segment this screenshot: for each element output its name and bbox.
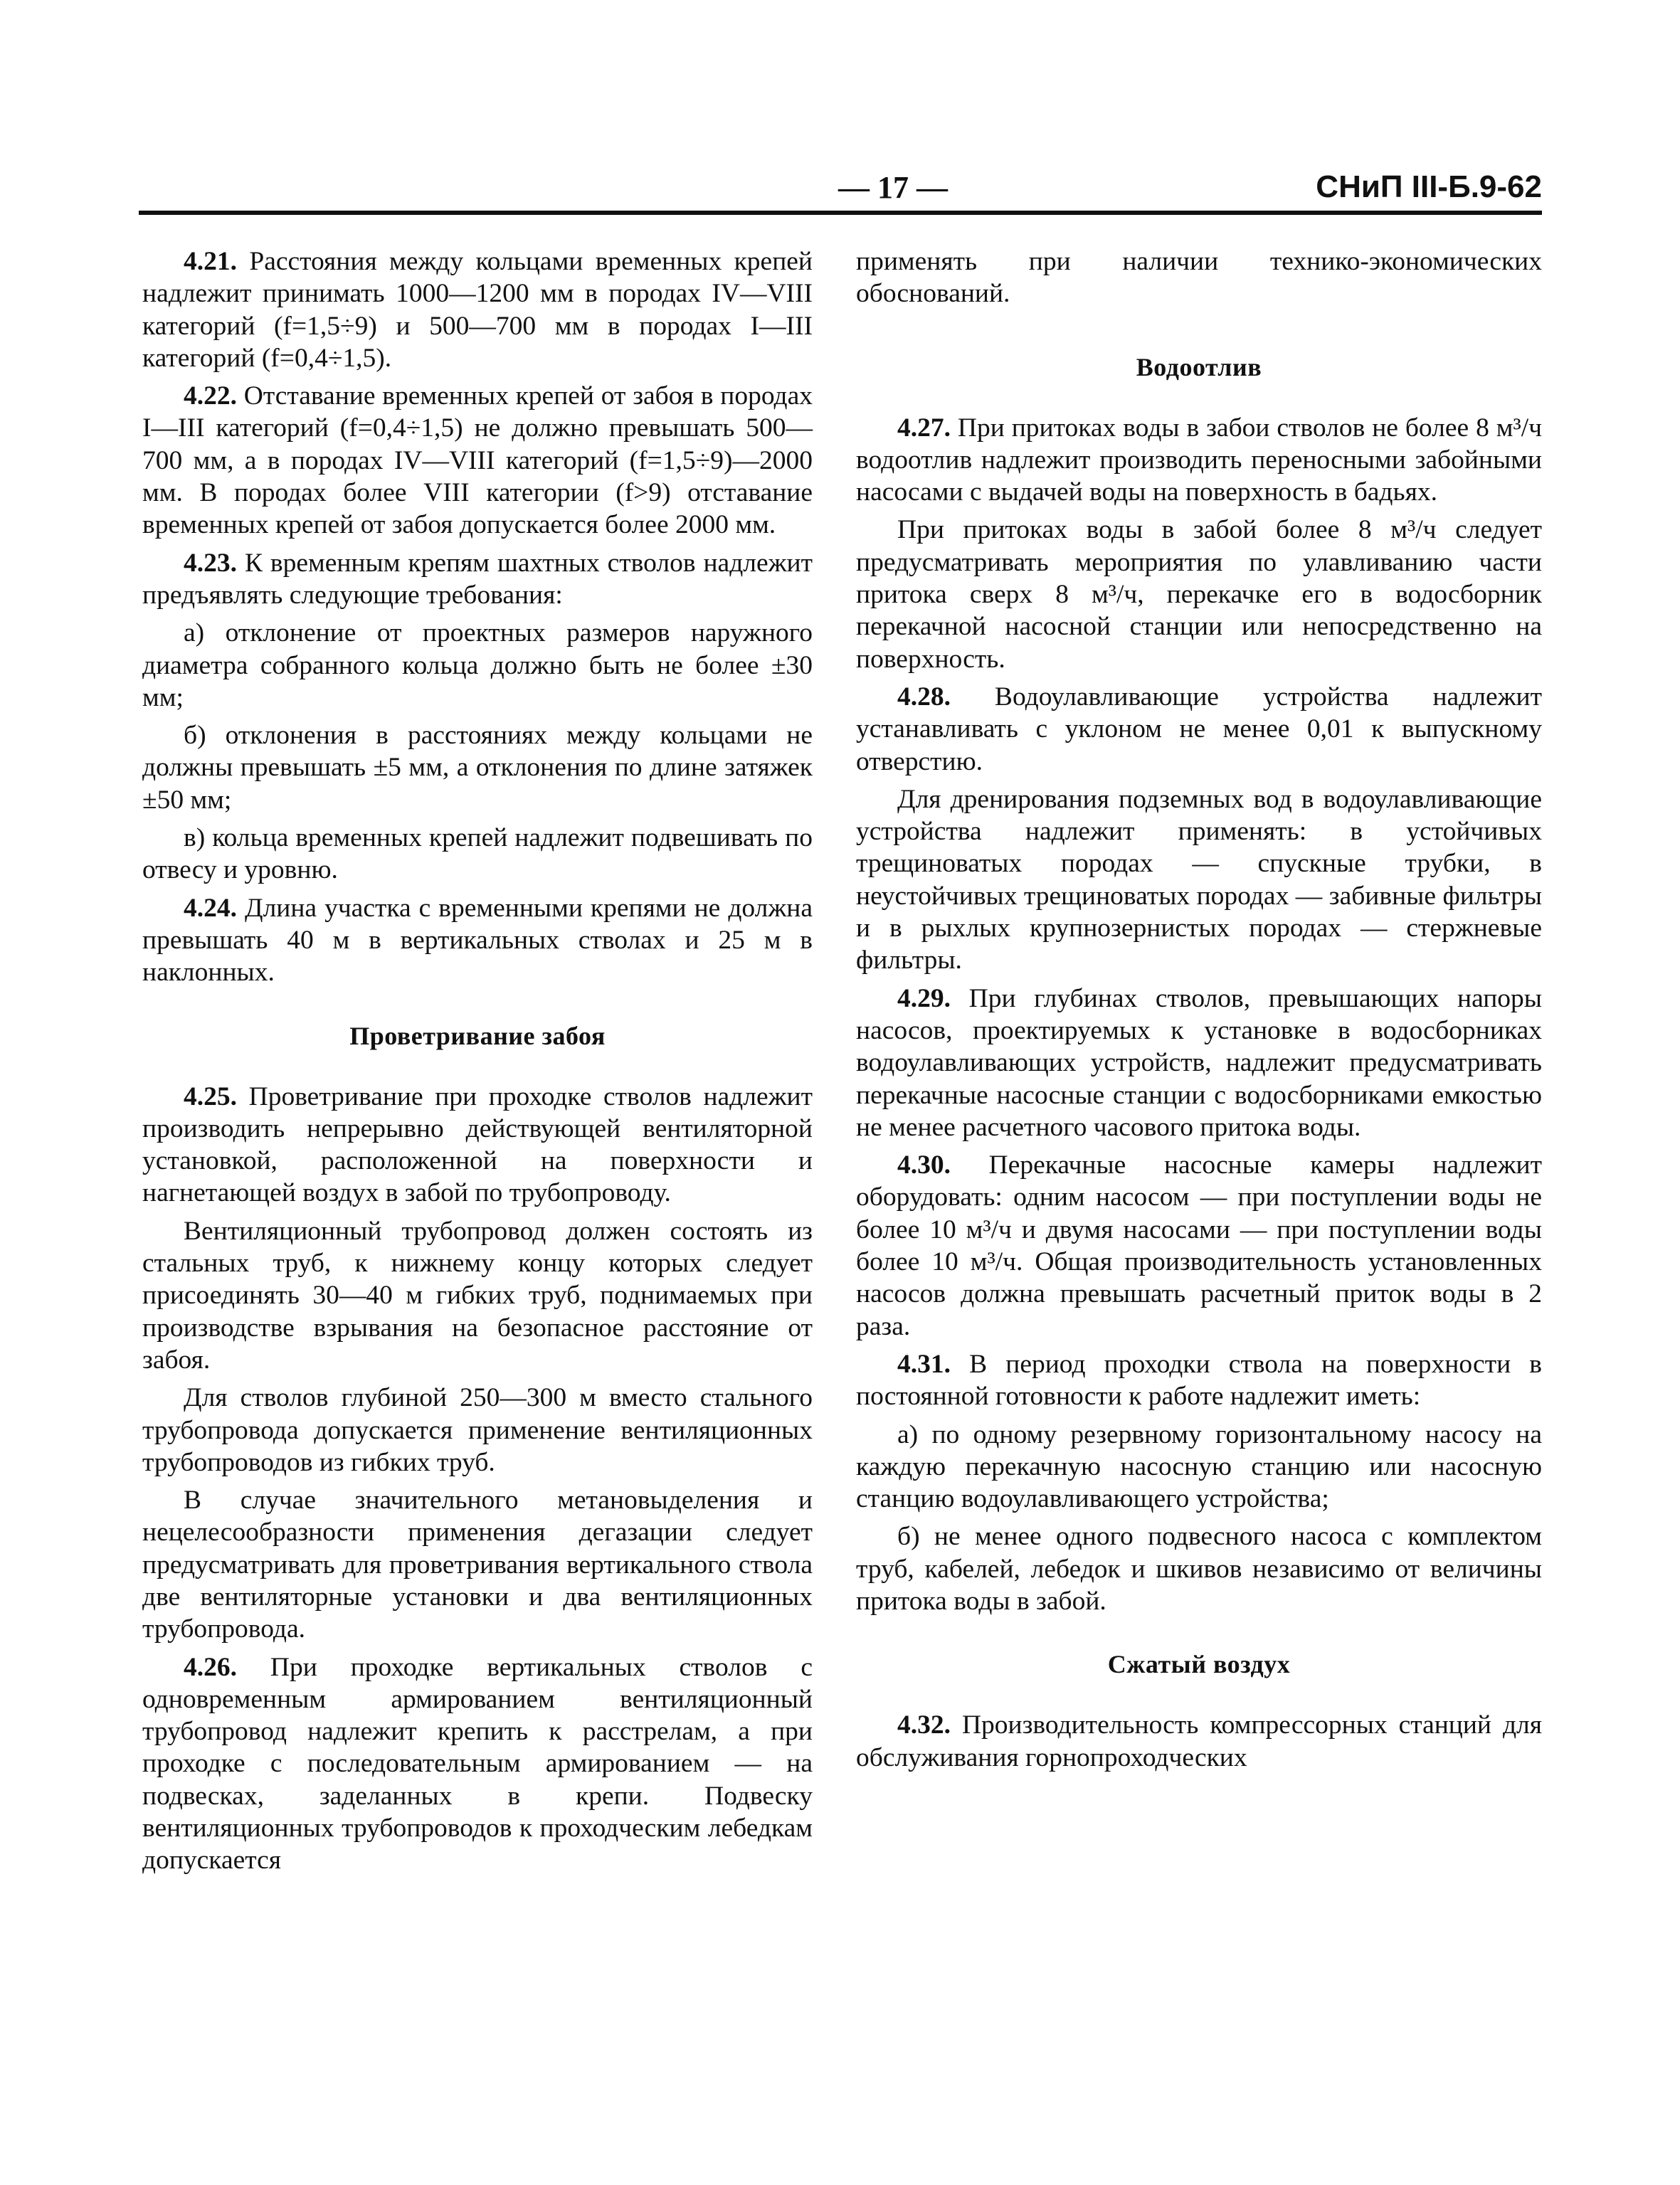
paragraph-text: При глубинах стволов, превышающих напоры насосов, проектируемых к установке в водосборниках водоулавливающих устройств, надлежит предусматривать перекачные насосные станции с водосборниками емкостью не менее расчетного часового притока воды. bbox=[856, 983, 1542, 1142]
clause-number: 4.30. bbox=[897, 1150, 951, 1180]
paragraph-text: Водоулавливающие устройства надлежит устанавливать с уклоном не менее 0,01 к выпускному отверстию. bbox=[856, 682, 1542, 776]
paragraph-4-21 bbox=[142, 245, 813, 374]
paragraph-4-26 bbox=[142, 1651, 813, 1877]
paragraph-text: При проходке вертикальных стволов с одновременным армированием вентиляционный трубопровод надлежит крепить к расстрелам, а при проходке с последовательным армированием — на подвесках, заделанных в крепи. Подвеску вентиляционных трубопроводов к проходческим лебедкам допускается bbox=[142, 1652, 813, 1875]
paragraph-4-22 bbox=[142, 380, 813, 541]
paragraph-4-25-3: Для стволов глубиной 250—300 м вместо стального трубопровода допускается применение вентиляционных трубопроводов из гибких труб. bbox=[142, 1383, 813, 1477]
paragraph-4-25-4: В случае значительного метановыделения и нецелесообразности применения дегазации следует предусматривать для проветривания вертикального ствола две вентиляторные установки и два вентиляционных трубопровода. bbox=[142, 1486, 813, 1644]
clause-number: 4.28. bbox=[897, 682, 951, 711]
paragraph-4-28-2: Для дренирования подземных вод в водоулавливающие устройства надлежит применять: в устойчивых трещиноватых породах — спускные трубки, в неустойчивых трещиноватых породах — забивные фильтры и в рыхлых крупнозернистых породах — стержневые фильтры. bbox=[856, 784, 1542, 975]
section-heading-compressed-air: Сжатый воздух bbox=[1107, 1650, 1291, 1679]
list-item-a: а) отклонение от проектных размеров наружного диаметра собранного кольца должно быть не более ±30 мм; bbox=[142, 618, 813, 712]
clause-number: 4.32. bbox=[897, 1710, 951, 1740]
left-column bbox=[142, 245, 813, 1883]
clause-number: 4.25. bbox=[184, 1081, 237, 1111]
paragraph-4-25-2: Вентиляционный трубопровод должен состоять из стальных труб, к нижнему концу которых следует присоединять 30—40 м гибких труб, поднимаемых при производстве взрывания на безопасное расстояние от забоя. bbox=[142, 1216, 813, 1375]
paragraph-4-23 bbox=[142, 547, 813, 612]
paragraph-4-25 bbox=[142, 1081, 813, 1210]
paragraph-text: Производительность компрессорных станций для обслуживания горнопроходческих bbox=[856, 1710, 1542, 1772]
list-item-b: б) отклонения в расстояниях между кольцами не должны превышать ±5 мм, а отклонения по длине затяжек ±50 мм; bbox=[142, 721, 813, 815]
document-code: СНиП III-Б.9-62 bbox=[1316, 169, 1542, 204]
paragraph-4-24 bbox=[142, 892, 813, 989]
paragraph-text: Проветривание при проходке стволов надлежит производить непрерывно действующей вентиляторной установкой, расположенной на поверхности и нагнетающей воздух в забой по трубопроводу. bbox=[142, 1081, 813, 1208]
paragraph-4-26-continued: применять при наличии технико-экономических обоснований. bbox=[856, 247, 1542, 309]
paragraph-4-31 bbox=[856, 1348, 1542, 1413]
list-item-a: а) по одному резервному горизонтальному насосу на каждую перекачную насосную станцию или насосную станцию водоулавливающего устройства; bbox=[856, 1419, 1542, 1514]
section-heading-ventilation: Проветривание забоя bbox=[349, 1021, 606, 1050]
list-item-b: б) не менее одного подвесного насоса с комплектом труб, кабелей, лебедок и шкивов независимо от величины притока воды в забой. bbox=[856, 1522, 1542, 1616]
paragraph-text: При притоках воды в забои стволов не более 8 м³/ч водоотлив надлежит производить переносными забойными насосами с выдачей воды на поверхность в бадьях. bbox=[856, 413, 1542, 507]
page-number: — 17 — bbox=[838, 170, 948, 205]
paragraph-4-32 bbox=[856, 1709, 1542, 1774]
paragraph-4-27-2: При притоках воды в забой более 8 м³/ч следует предусматривать мероприятия по улавливанию части притока сверх 8 м³/ч, перекачке его в водосборник перекачной насосной станции или непосредственно на поверхность. bbox=[856, 515, 1542, 674]
list-item-c: в) кольца временных крепей надлежит подвешивать по отвесу и уровню. bbox=[142, 823, 813, 885]
clause-number: 4.26. bbox=[184, 1652, 237, 1682]
paragraph-4-27 bbox=[856, 412, 1542, 509]
clause-number: 4.23. bbox=[184, 548, 237, 578]
clause-number: 4.21. bbox=[184, 247, 237, 276]
paragraph-text: К временным крепям шахтных стволов надлежит предъявлять следующие требования: bbox=[142, 548, 813, 610]
paragraph-4-28 bbox=[856, 681, 1542, 778]
right-column bbox=[856, 245, 1542, 1779]
header-rule bbox=[139, 211, 1542, 215]
paragraph-text: В период проходки ствола на поверхности в постоянной готовности к работе надлежит иметь: bbox=[856, 1349, 1542, 1412]
paragraph-4-30 bbox=[856, 1149, 1542, 1343]
section-heading-drainage: Водоотлив bbox=[1136, 352, 1262, 381]
clause-number: 4.22. bbox=[184, 381, 237, 411]
clause-number: 4.29. bbox=[897, 983, 951, 1013]
clause-number: 4.27. bbox=[897, 413, 951, 443]
clause-number: 4.31. bbox=[897, 1349, 951, 1379]
paragraph-text: Перекачные насосные камеры надлежит оборудовать: одним насосом — при поступлении воды не более 10 м³/ч и двумя насосами — при поступлении воды более 10 м³/ч. Общая производительность установленных насосов должна превышать расчетный приток воды в 2 раза. bbox=[856, 1150, 1542, 1341]
clause-number: 4.24. bbox=[184, 893, 237, 923]
paragraph-text: Отставание временных крепей от забоя в породах I—III категорий (f=0,4÷1,5) не должно превышать 500—700 мм, а в породах IV—VIII категорий (f=1,5÷9)—2000 мм. В породах более VIII категории (f>9) отставание временных крепей от забоя допускается более 2000 мм. bbox=[142, 381, 813, 540]
paragraph-text: Длина участка с временными крепями не должна превышать 40 м в вертикальных стволах и 25 м в наклонных. bbox=[142, 893, 813, 988]
paragraph-text: Расстояния между кольцами временных крепей надлежит принимать 1000—1200 мм в породах IV—VIII категорий (f=1,5÷9) и 500—700 мм в породах I—III категорий (f=0,4÷1,5). bbox=[142, 247, 813, 373]
paragraph-4-29 bbox=[856, 983, 1542, 1143]
page-header bbox=[139, 169, 1542, 212]
